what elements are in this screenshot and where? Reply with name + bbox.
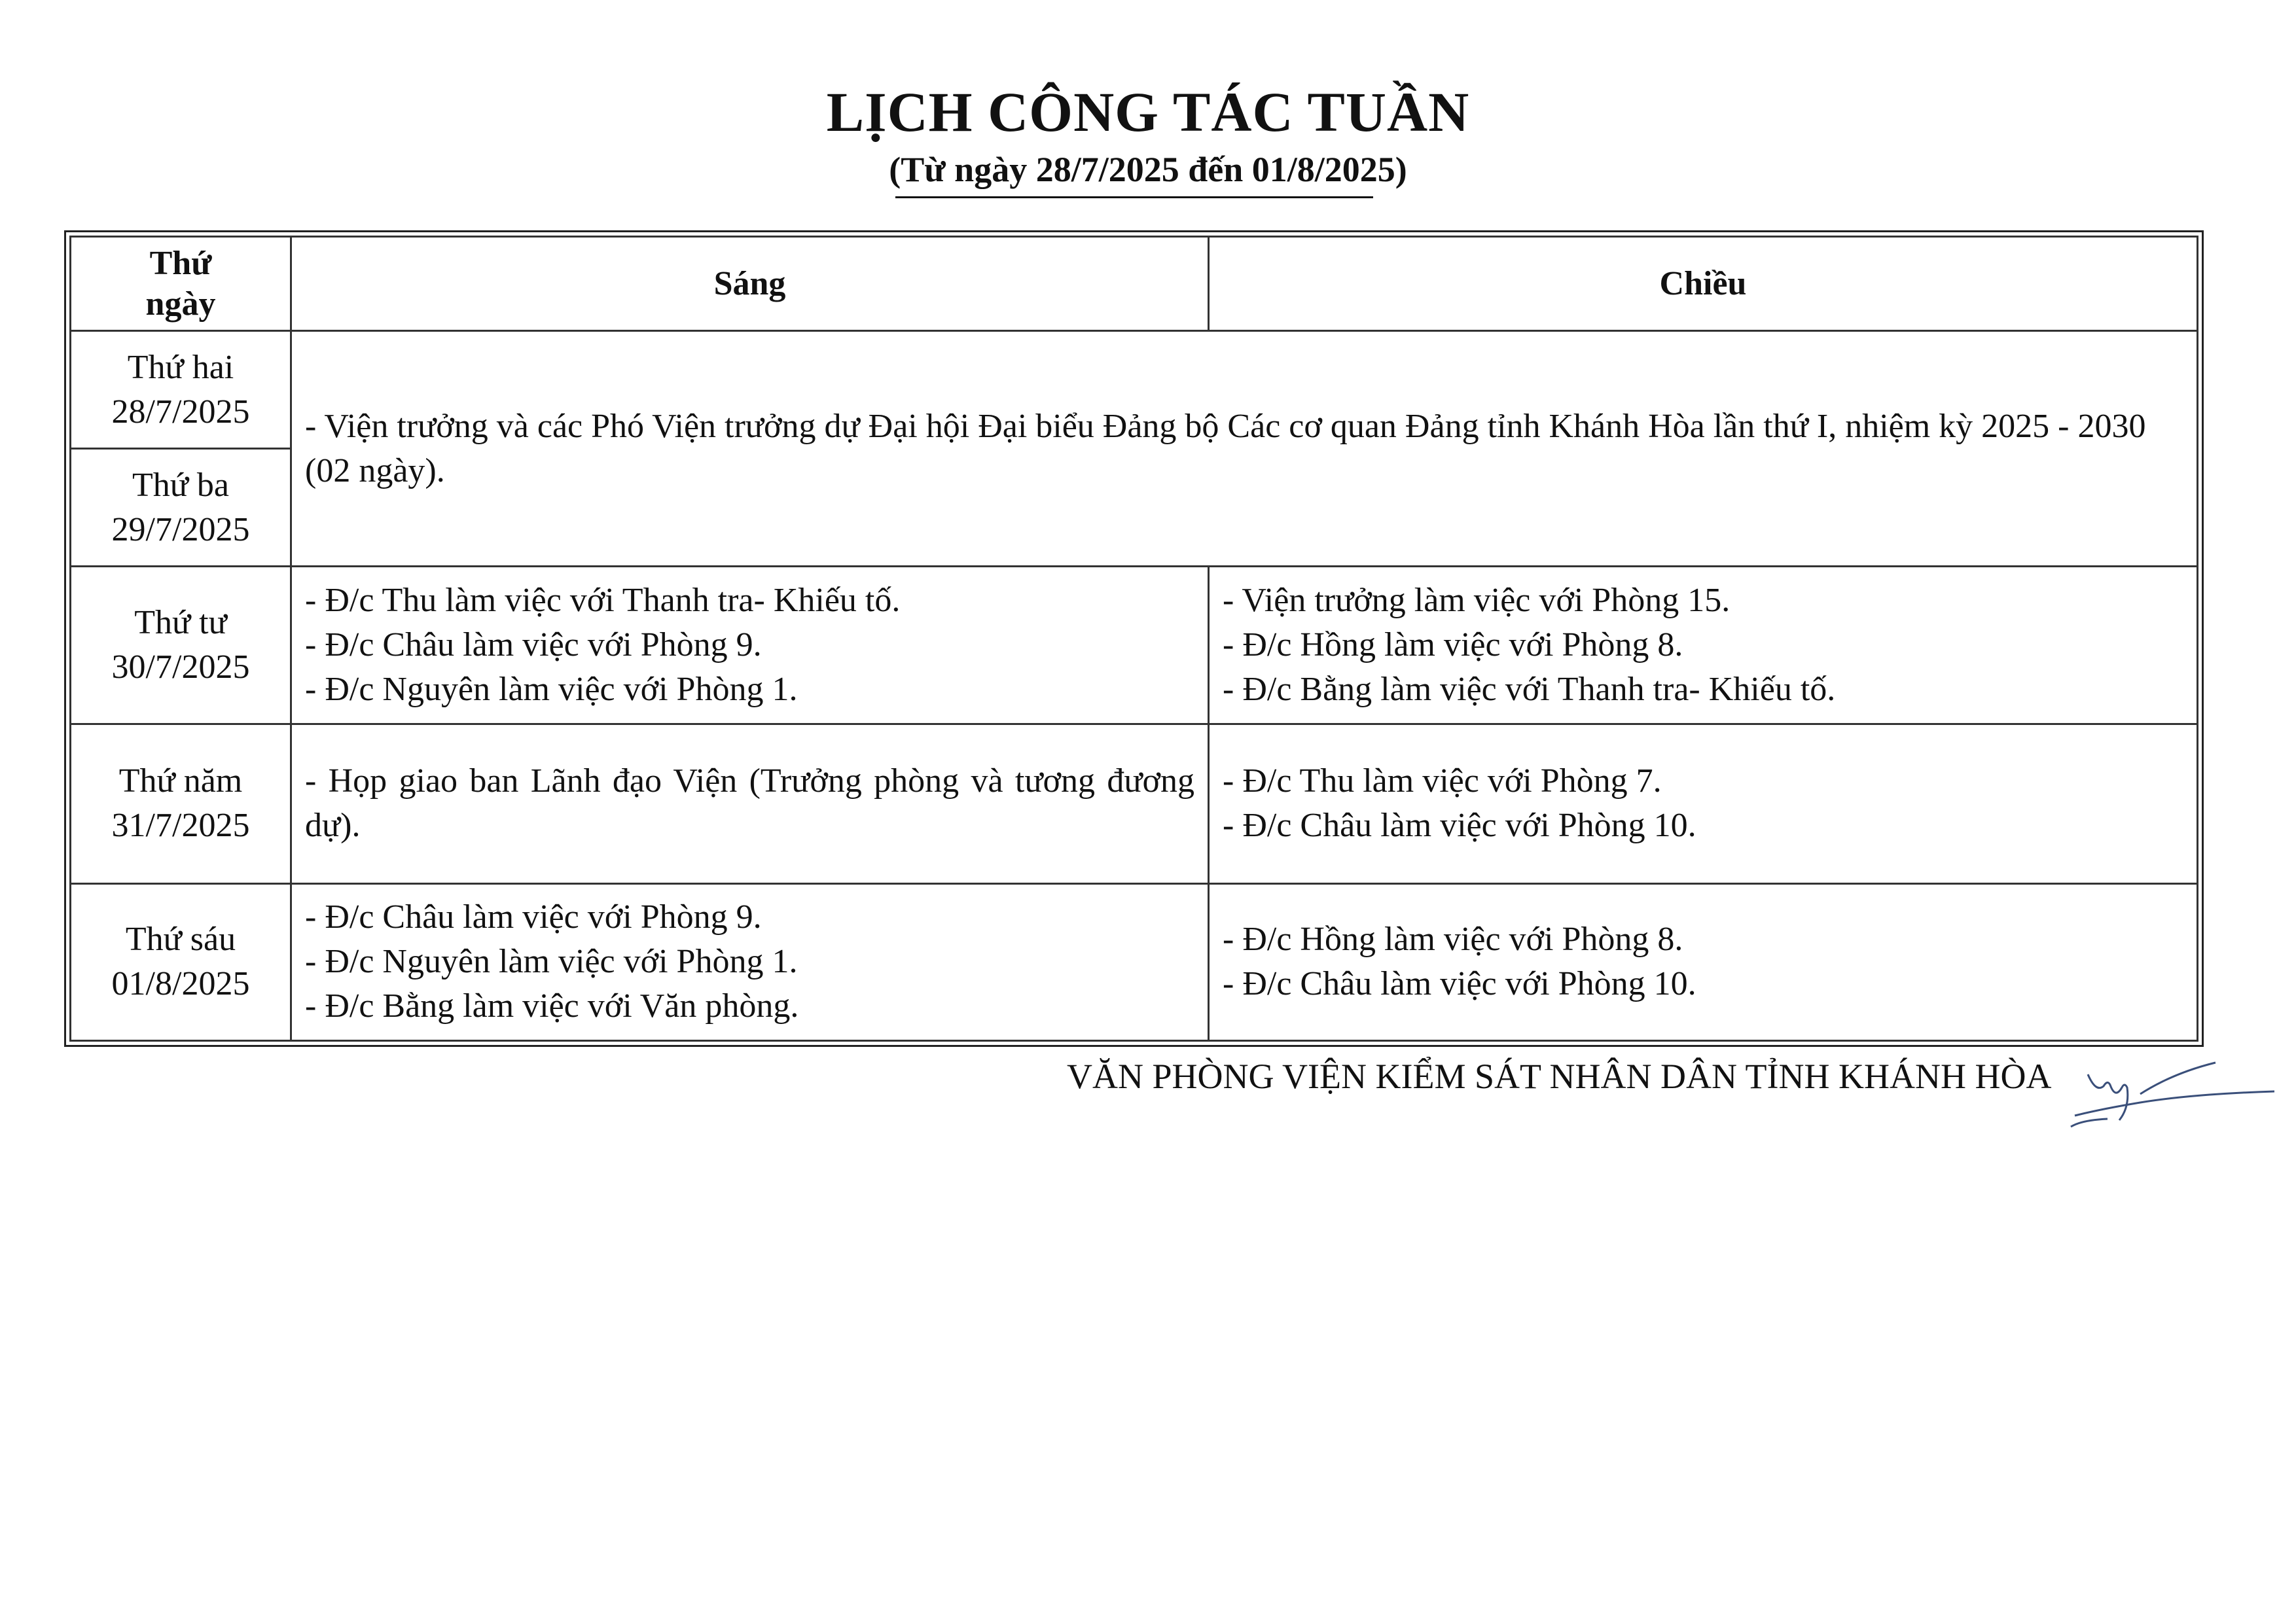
header-day: Thứ ngày xyxy=(71,237,291,331)
header-row xyxy=(71,237,2198,331)
day-cell-wednesday: Thứ tư 30/7/2025 xyxy=(71,567,291,724)
table-row xyxy=(71,883,2198,1040)
list-item: - Đ/c Nguyên làm việc với Phòng 1. xyxy=(305,943,798,981)
list-item: - Đ/c Hồng làm việc với Phòng 8. xyxy=(1223,626,1683,663)
thursday-afternoon xyxy=(1209,724,2198,883)
date-range-subtitle: (Từ ngày 28/7/2025 đến 01/8/2025) xyxy=(889,150,1407,189)
list-item: - Viện trưởng làm việc với Phòng 15. xyxy=(1223,581,1731,619)
thursday-morning xyxy=(291,724,1209,883)
header-afternoon: Chiều xyxy=(1209,237,2198,331)
merged-schedule-mon-tue: - Viện trưởng và các Phó Viện trưởng dự Đại hội Đại biểu Đảng bộ Các cơ quan Đảng tỉnh Khánh Hòa lần thứ I, nhiệm kỳ 2025 - 2030 (02 ngày). xyxy=(291,331,2198,567)
issuing-office: VĂN PHÒNG VIỆN KIỂM SÁT NHÂN DÂN TỈNH KHÁNH HÒA xyxy=(1067,1057,2052,1096)
friday-morning xyxy=(291,883,1209,1040)
wednesday-afternoon xyxy=(1209,567,2198,724)
table-row xyxy=(71,331,2198,449)
list-item: - Đ/c Bằng làm việc với Văn phòng. xyxy=(305,987,799,1025)
list-item: - Đ/c Châu làm việc với Phòng 10. xyxy=(1223,807,1696,845)
day-cell-tuesday: Thứ ba 29/7/2025 xyxy=(71,449,291,567)
page-title: LỊCH CÔNG TÁC TUẦN xyxy=(826,80,1470,143)
list-item: - Đ/c Nguyên làm việc với Phòng 1. xyxy=(305,670,798,708)
list-item: - Đ/c Bằng làm việc với Thanh tra- Khiếu tố. xyxy=(1223,670,1836,708)
weekly-schedule-table xyxy=(69,236,2198,1042)
signature-icon xyxy=(2062,1047,2278,1152)
list-item: - Đ/c Châu làm việc với Phòng 9. xyxy=(305,898,762,936)
table-row xyxy=(71,724,2198,883)
list-item: - Đ/c Hồng làm việc với Phòng 8. xyxy=(1223,921,1683,959)
friday-afternoon xyxy=(1209,883,2198,1040)
header-morning: Sáng xyxy=(291,237,1209,331)
day-cell-thursday: Thứ năm 31/7/2025 xyxy=(71,724,291,883)
table-row xyxy=(71,567,2198,724)
wednesday-morning xyxy=(291,567,1209,724)
day-cell-monday: Thứ hai 28/7/2025 xyxy=(71,331,291,449)
list-item: - Đ/c Châu làm việc với Phòng 10. xyxy=(1223,965,1696,1003)
list-item: - Đ/c Thu làm việc với Phòng 7. xyxy=(1223,762,1662,800)
subtitle-underline xyxy=(895,196,1373,198)
list-item: - Họp giao ban Lãnh đạo Viện (Trưởng phòng và tương đương dự). xyxy=(305,762,1194,845)
day-cell-friday: Thứ sáu 01/8/2025 xyxy=(71,883,291,1040)
list-item: - Đ/c Châu làm việc với Phòng 9. xyxy=(305,626,762,663)
list-item: - Đ/c Thu làm việc với Thanh tra- Khiếu tố. xyxy=(305,581,901,619)
